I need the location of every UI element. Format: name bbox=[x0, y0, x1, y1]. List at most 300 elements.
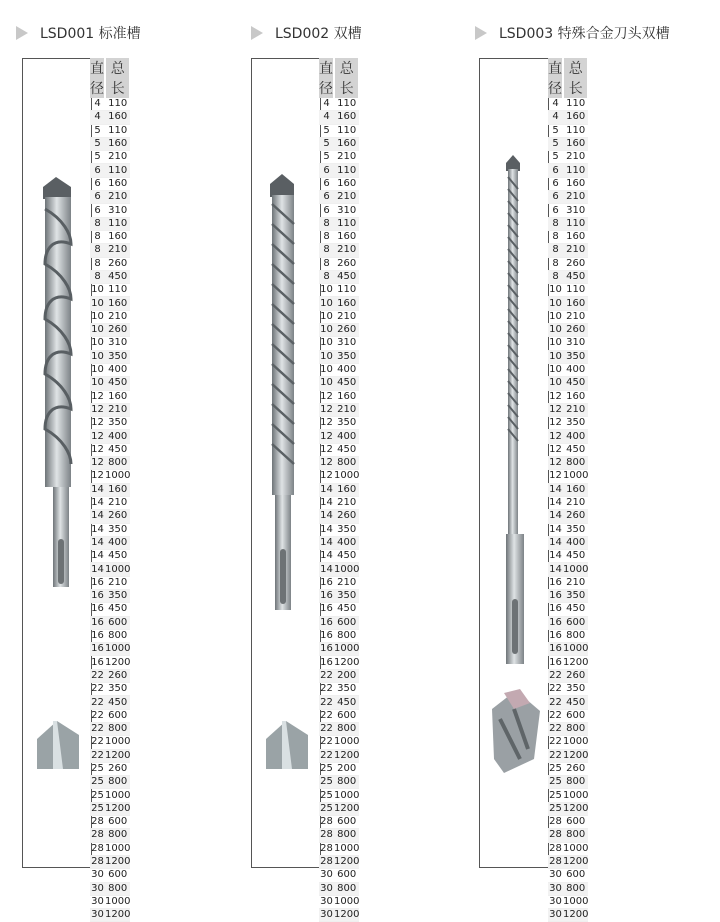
diameter-cell: 28 bbox=[549, 856, 562, 868]
table-row bbox=[319, 603, 359, 616]
diameter-cell: 6 bbox=[548, 191, 563, 204]
table-row bbox=[319, 869, 359, 882]
length-cell: 1200 bbox=[334, 909, 360, 921]
table-row bbox=[90, 164, 130, 177]
table-row bbox=[319, 749, 359, 762]
diameter-cell: 4 bbox=[319, 111, 334, 124]
length-cell: 800 bbox=[105, 722, 130, 735]
table-row bbox=[548, 403, 588, 416]
table-row bbox=[319, 709, 359, 722]
diameter-cell: 8 bbox=[319, 244, 334, 257]
length-cell: 450 bbox=[334, 603, 359, 616]
diameter-cell: 5 bbox=[319, 137, 334, 150]
length-cell: 600 bbox=[334, 816, 359, 829]
table-row bbox=[90, 643, 130, 656]
bit-tip-closeup-image bbox=[480, 59, 548, 867]
product-photo-frame bbox=[22, 58, 92, 868]
length-cell: 400 bbox=[563, 430, 588, 443]
length-cell: 160 bbox=[334, 483, 359, 496]
diameter-cell: 12 bbox=[91, 430, 104, 442]
table-row bbox=[90, 589, 130, 602]
length-cell: 600 bbox=[334, 616, 359, 629]
length-cell: 800 bbox=[105, 629, 130, 642]
diameter-cell: 10 bbox=[549, 364, 562, 376]
diameter-cell: 12 bbox=[91, 457, 104, 469]
table-row bbox=[90, 403, 130, 416]
table-row bbox=[548, 869, 588, 882]
table-row bbox=[548, 430, 588, 443]
diameter-cell: 12 bbox=[320, 443, 333, 455]
diameter-cell: 22 bbox=[549, 696, 562, 708]
diameter-cell: 10 bbox=[91, 297, 104, 309]
length-cell: 110 bbox=[334, 98, 359, 111]
table-row bbox=[90, 616, 130, 629]
diameter-cell: 25 bbox=[320, 802, 333, 814]
diameter-cell: 16 bbox=[320, 603, 333, 615]
length-cell: 400 bbox=[563, 363, 588, 376]
diameter-cell: 22 bbox=[320, 683, 333, 695]
table-row bbox=[548, 762, 588, 775]
bit-tip-closeup-image bbox=[252, 59, 320, 867]
diameter-cell: 16 bbox=[320, 590, 333, 602]
column-header-length: 总长 bbox=[334, 58, 359, 98]
diameter-cell: 12 bbox=[91, 470, 104, 482]
product-heading bbox=[475, 22, 670, 44]
diameter-cell: 10 bbox=[549, 377, 562, 389]
table-row bbox=[319, 536, 359, 549]
table-row bbox=[319, 563, 359, 576]
table-row bbox=[548, 177, 588, 190]
table-row bbox=[90, 563, 130, 576]
diameter-cell: 16 bbox=[91, 603, 104, 615]
table-row bbox=[90, 137, 130, 150]
table-row bbox=[319, 802, 359, 815]
table-row bbox=[90, 523, 130, 536]
diameter-cell: 10 bbox=[320, 297, 333, 309]
length-cell: 260 bbox=[563, 510, 588, 523]
table-row bbox=[319, 124, 359, 137]
diameter-cell: 8 bbox=[548, 270, 563, 283]
table-row bbox=[319, 550, 359, 563]
diameter-cell: 28 bbox=[91, 816, 104, 828]
length-cell: 110 bbox=[334, 164, 359, 177]
table-row bbox=[90, 842, 130, 855]
spec-table bbox=[548, 58, 589, 922]
diameter-cell: 28 bbox=[549, 829, 562, 841]
diameter-cell: 10 bbox=[320, 350, 333, 362]
diameter-cell: 6 bbox=[319, 191, 334, 204]
length-cell: 1000 bbox=[563, 789, 589, 801]
table-row bbox=[548, 217, 588, 230]
table-row bbox=[319, 350, 359, 363]
table-row bbox=[319, 496, 359, 509]
diameter-cell: 16 bbox=[91, 616, 104, 628]
table-row bbox=[90, 696, 130, 709]
length-cell: 160 bbox=[105, 297, 130, 310]
table-row bbox=[319, 244, 359, 257]
length-cell: 160 bbox=[334, 177, 359, 190]
table-row bbox=[319, 816, 359, 829]
length-cell: 800 bbox=[563, 882, 588, 895]
table-row bbox=[90, 829, 130, 842]
length-cell: 1000 bbox=[105, 842, 131, 854]
diameter-cell: 8 bbox=[319, 230, 334, 243]
column-header-diameter: 直径 bbox=[548, 58, 563, 98]
diameter-cell: 10 bbox=[549, 284, 562, 296]
diameter-cell: 25 bbox=[549, 776, 562, 788]
table-row bbox=[319, 629, 359, 642]
length-cell: 450 bbox=[563, 270, 588, 283]
length-cell: 800 bbox=[563, 722, 588, 735]
diameter-cell: 14 bbox=[320, 510, 333, 522]
diameter-cell: 5 bbox=[548, 137, 563, 150]
length-cell: 210 bbox=[105, 244, 130, 257]
diameter-cell: 6 bbox=[90, 204, 105, 217]
table-row bbox=[90, 457, 130, 470]
table-row bbox=[319, 270, 359, 283]
table-row bbox=[548, 829, 588, 842]
diameter-cell: 30 bbox=[91, 909, 104, 921]
diameter-cell: 12 bbox=[91, 417, 104, 429]
length-cell: 260 bbox=[334, 324, 359, 337]
table-row bbox=[90, 270, 130, 283]
table-row bbox=[90, 443, 130, 456]
table-row bbox=[548, 802, 588, 815]
diameter-cell: 10 bbox=[91, 310, 104, 322]
table-row bbox=[548, 722, 588, 735]
diameter-cell: 16 bbox=[320, 616, 333, 628]
length-cell: 160 bbox=[563, 483, 588, 496]
length-cell: 600 bbox=[563, 816, 588, 829]
diameter-cell: 22 bbox=[320, 709, 333, 721]
table-row bbox=[548, 390, 588, 403]
diameter-cell: 12 bbox=[320, 457, 333, 469]
diameter-cell: 22 bbox=[549, 683, 562, 695]
length-cell: 210 bbox=[105, 191, 130, 204]
diameter-cell: 5 bbox=[90, 137, 105, 150]
table-row bbox=[319, 257, 359, 270]
table-row bbox=[319, 430, 359, 443]
diameter-cell: 16 bbox=[91, 590, 104, 602]
length-cell: 1200 bbox=[563, 656, 589, 668]
table-row bbox=[548, 310, 588, 323]
length-cell: 160 bbox=[105, 230, 130, 243]
table-row bbox=[319, 829, 359, 842]
length-cell: 450 bbox=[563, 603, 588, 616]
diameter-cell: 10 bbox=[320, 324, 333, 336]
table-row bbox=[319, 297, 359, 310]
length-cell: 600 bbox=[105, 616, 130, 629]
table-row bbox=[548, 736, 588, 749]
length-cell: 1200 bbox=[105, 909, 131, 921]
diameter-cell: 12 bbox=[549, 443, 562, 455]
table-row bbox=[548, 204, 588, 217]
product-photo-frame bbox=[251, 58, 321, 868]
diameter-cell: 16 bbox=[91, 656, 104, 668]
length-cell: 210 bbox=[334, 576, 359, 589]
length-cell: 1200 bbox=[105, 802, 131, 814]
length-cell: 1000 bbox=[334, 842, 360, 854]
length-cell: 1200 bbox=[334, 856, 360, 868]
table-row bbox=[319, 417, 359, 430]
diameter-cell: 8 bbox=[548, 244, 563, 257]
diameter-cell: 10 bbox=[549, 350, 562, 362]
table-row bbox=[319, 324, 359, 337]
length-cell: 310 bbox=[563, 204, 588, 217]
diameter-cell: 28 bbox=[91, 842, 104, 854]
length-cell: 200 bbox=[334, 762, 359, 775]
length-cell: 350 bbox=[334, 417, 359, 430]
table-row bbox=[548, 563, 588, 576]
diameter-cell: 30 bbox=[320, 882, 333, 894]
length-cell: 450 bbox=[334, 377, 359, 390]
table-row bbox=[319, 776, 359, 789]
diameter-cell: 8 bbox=[319, 217, 334, 230]
length-cell: 1200 bbox=[105, 656, 131, 668]
length-cell: 350 bbox=[105, 417, 130, 430]
table-row bbox=[319, 722, 359, 735]
table-row bbox=[90, 230, 130, 243]
table-row bbox=[90, 324, 130, 337]
length-cell: 200 bbox=[334, 669, 359, 682]
table-row bbox=[319, 191, 359, 204]
table-row bbox=[319, 523, 359, 536]
length-cell: 1000 bbox=[563, 643, 589, 655]
diameter-cell: 16 bbox=[91, 630, 104, 642]
length-cell: 260 bbox=[563, 762, 588, 775]
length-cell: 110 bbox=[334, 217, 359, 230]
length-cell: 1200 bbox=[563, 856, 589, 868]
table-row bbox=[548, 337, 588, 350]
table-row bbox=[90, 430, 130, 443]
diameter-cell: 22 bbox=[91, 749, 104, 761]
diameter-cell: 30 bbox=[549, 909, 562, 921]
length-cell: 1000 bbox=[334, 895, 360, 907]
diameter-cell: 16 bbox=[320, 576, 333, 588]
length-cell: 110 bbox=[105, 217, 130, 230]
diameter-cell: 10 bbox=[320, 284, 333, 296]
triangle-bullet-icon bbox=[16, 26, 28, 40]
table-row bbox=[548, 257, 588, 270]
length-cell: 160 bbox=[105, 137, 130, 150]
diameter-cell: 14 bbox=[549, 563, 562, 575]
length-cell: 1200 bbox=[105, 749, 131, 761]
table-row bbox=[90, 895, 130, 908]
length-cell: 110 bbox=[105, 124, 130, 137]
diameter-cell: 25 bbox=[549, 802, 562, 814]
length-cell: 110 bbox=[105, 164, 130, 177]
diameter-cell: 4 bbox=[548, 98, 563, 111]
table-row bbox=[319, 895, 359, 908]
table-row bbox=[548, 589, 588, 602]
diameter-cell: 6 bbox=[319, 177, 334, 190]
length-cell: 1200 bbox=[334, 802, 360, 814]
length-cell: 210 bbox=[334, 191, 359, 204]
table-row bbox=[319, 882, 359, 895]
spec-table bbox=[319, 58, 360, 922]
diameter-cell: 6 bbox=[319, 204, 334, 217]
diameter-cell: 16 bbox=[549, 603, 562, 615]
diameter-cell: 22 bbox=[91, 696, 104, 708]
diameter-cell: 8 bbox=[90, 217, 105, 230]
table-row bbox=[90, 510, 130, 523]
diameter-cell: 14 bbox=[549, 550, 562, 562]
diameter-cell: 10 bbox=[549, 324, 562, 336]
diameter-cell: 22 bbox=[549, 723, 562, 735]
diameter-cell: 28 bbox=[549, 816, 562, 828]
length-cell: 210 bbox=[105, 151, 130, 164]
table-row bbox=[319, 390, 359, 403]
length-cell: 160 bbox=[105, 390, 130, 403]
length-cell: 450 bbox=[563, 443, 588, 456]
diameter-cell: 12 bbox=[91, 390, 104, 402]
diameter-cell: 25 bbox=[91, 789, 104, 801]
diameter-cell: 22 bbox=[91, 683, 104, 695]
length-cell: 1000 bbox=[334, 563, 360, 575]
diameter-cell: 16 bbox=[91, 643, 104, 655]
diameter-cell: 5 bbox=[319, 151, 334, 164]
table-row bbox=[319, 736, 359, 749]
table-row bbox=[548, 191, 588, 204]
length-cell: 210 bbox=[105, 576, 130, 589]
diameter-cell: 16 bbox=[549, 616, 562, 628]
length-cell: 1000 bbox=[105, 789, 131, 801]
diameter-cell: 10 bbox=[91, 377, 104, 389]
table-row bbox=[90, 257, 130, 270]
diameter-cell: 10 bbox=[549, 297, 562, 309]
length-cell: 400 bbox=[334, 430, 359, 443]
length-cell: 450 bbox=[105, 550, 130, 563]
diameter-cell: 25 bbox=[320, 776, 333, 788]
diameter-cell: 12 bbox=[320, 417, 333, 429]
column-header-length: 总长 bbox=[563, 58, 588, 98]
table-row bbox=[548, 164, 588, 177]
diameter-cell: 12 bbox=[320, 403, 333, 415]
product-title: LSD002 双槽 bbox=[275, 26, 362, 42]
table-row bbox=[548, 683, 588, 696]
table-row bbox=[548, 111, 588, 124]
table-row bbox=[90, 297, 130, 310]
diameter-cell: 4 bbox=[90, 98, 105, 111]
diameter-cell: 28 bbox=[91, 856, 104, 868]
diameter-cell: 22 bbox=[320, 723, 333, 735]
diameter-cell: 14 bbox=[320, 523, 333, 535]
diameter-cell: 4 bbox=[319, 98, 334, 111]
length-cell: 1200 bbox=[334, 656, 360, 668]
length-cell: 160 bbox=[105, 483, 130, 496]
table-row bbox=[90, 111, 130, 124]
table-row bbox=[90, 603, 130, 616]
diameter-cell: 12 bbox=[91, 403, 104, 415]
diameter-cell: 14 bbox=[91, 536, 104, 548]
length-cell: 1000 bbox=[105, 470, 131, 482]
table-row bbox=[319, 443, 359, 456]
diameter-cell: 16 bbox=[320, 656, 333, 668]
table-row bbox=[548, 895, 588, 908]
table-row bbox=[90, 722, 130, 735]
length-cell: 110 bbox=[105, 284, 130, 297]
length-cell: 1000 bbox=[563, 563, 589, 575]
table-row bbox=[548, 270, 588, 283]
length-cell: 310 bbox=[105, 204, 130, 217]
length-cell: 800 bbox=[334, 882, 359, 895]
column-header-length: 总长 bbox=[105, 58, 130, 98]
table-row bbox=[90, 483, 130, 496]
table-row bbox=[90, 390, 130, 403]
length-cell: 450 bbox=[105, 443, 130, 456]
length-cell: 350 bbox=[563, 589, 588, 602]
diameter-cell: 30 bbox=[91, 895, 104, 907]
table-row bbox=[90, 536, 130, 549]
table-row bbox=[90, 496, 130, 509]
diameter-cell: 12 bbox=[320, 390, 333, 402]
diameter-cell: 22 bbox=[91, 723, 104, 735]
length-cell: 260 bbox=[105, 324, 130, 337]
length-cell: 450 bbox=[563, 377, 588, 390]
diameter-cell: 6 bbox=[90, 191, 105, 204]
diameter-cell: 30 bbox=[549, 869, 562, 881]
table-row bbox=[90, 776, 130, 789]
length-cell: 210 bbox=[334, 496, 359, 509]
length-cell: 350 bbox=[563, 417, 588, 430]
table-row bbox=[90, 882, 130, 895]
length-cell: 260 bbox=[563, 669, 588, 682]
length-cell: 160 bbox=[563, 230, 588, 243]
table-row bbox=[90, 629, 130, 642]
table-row bbox=[548, 550, 588, 563]
diameter-cell: 25 bbox=[91, 762, 104, 774]
length-cell: 350 bbox=[105, 523, 130, 536]
length-cell: 160 bbox=[334, 137, 359, 150]
table-row bbox=[319, 683, 359, 696]
length-cell: 350 bbox=[334, 523, 359, 536]
length-cell: 210 bbox=[563, 244, 588, 257]
table-row bbox=[548, 523, 588, 536]
length-cell: 350 bbox=[105, 589, 130, 602]
diameter-cell: 10 bbox=[320, 337, 333, 349]
table-row bbox=[548, 124, 588, 137]
table-row bbox=[548, 629, 588, 642]
length-cell: 160 bbox=[334, 390, 359, 403]
table-row bbox=[548, 363, 588, 376]
diameter-cell: 12 bbox=[91, 443, 104, 455]
diameter-cell: 8 bbox=[319, 257, 334, 270]
length-cell: 160 bbox=[563, 177, 588, 190]
length-cell: 210 bbox=[563, 151, 588, 164]
table-row bbox=[319, 789, 359, 802]
length-cell: 1200 bbox=[563, 749, 589, 761]
length-cell: 800 bbox=[334, 457, 359, 470]
table-row bbox=[90, 337, 130, 350]
table-row bbox=[319, 510, 359, 523]
table-row bbox=[548, 297, 588, 310]
length-cell: 800 bbox=[334, 829, 359, 842]
length-cell: 210 bbox=[334, 403, 359, 416]
table-row bbox=[548, 230, 588, 243]
diameter-cell: 5 bbox=[548, 151, 563, 164]
table-row bbox=[90, 177, 130, 190]
table-row bbox=[319, 669, 359, 682]
table-row bbox=[319, 696, 359, 709]
diameter-cell: 22 bbox=[91, 669, 104, 681]
diameter-cell: 28 bbox=[320, 842, 333, 854]
table-row bbox=[548, 603, 588, 616]
length-cell: 400 bbox=[334, 363, 359, 376]
length-cell: 210 bbox=[563, 310, 588, 323]
table-row bbox=[548, 776, 588, 789]
diameter-cell: 10 bbox=[320, 364, 333, 376]
length-cell: 160 bbox=[563, 390, 588, 403]
